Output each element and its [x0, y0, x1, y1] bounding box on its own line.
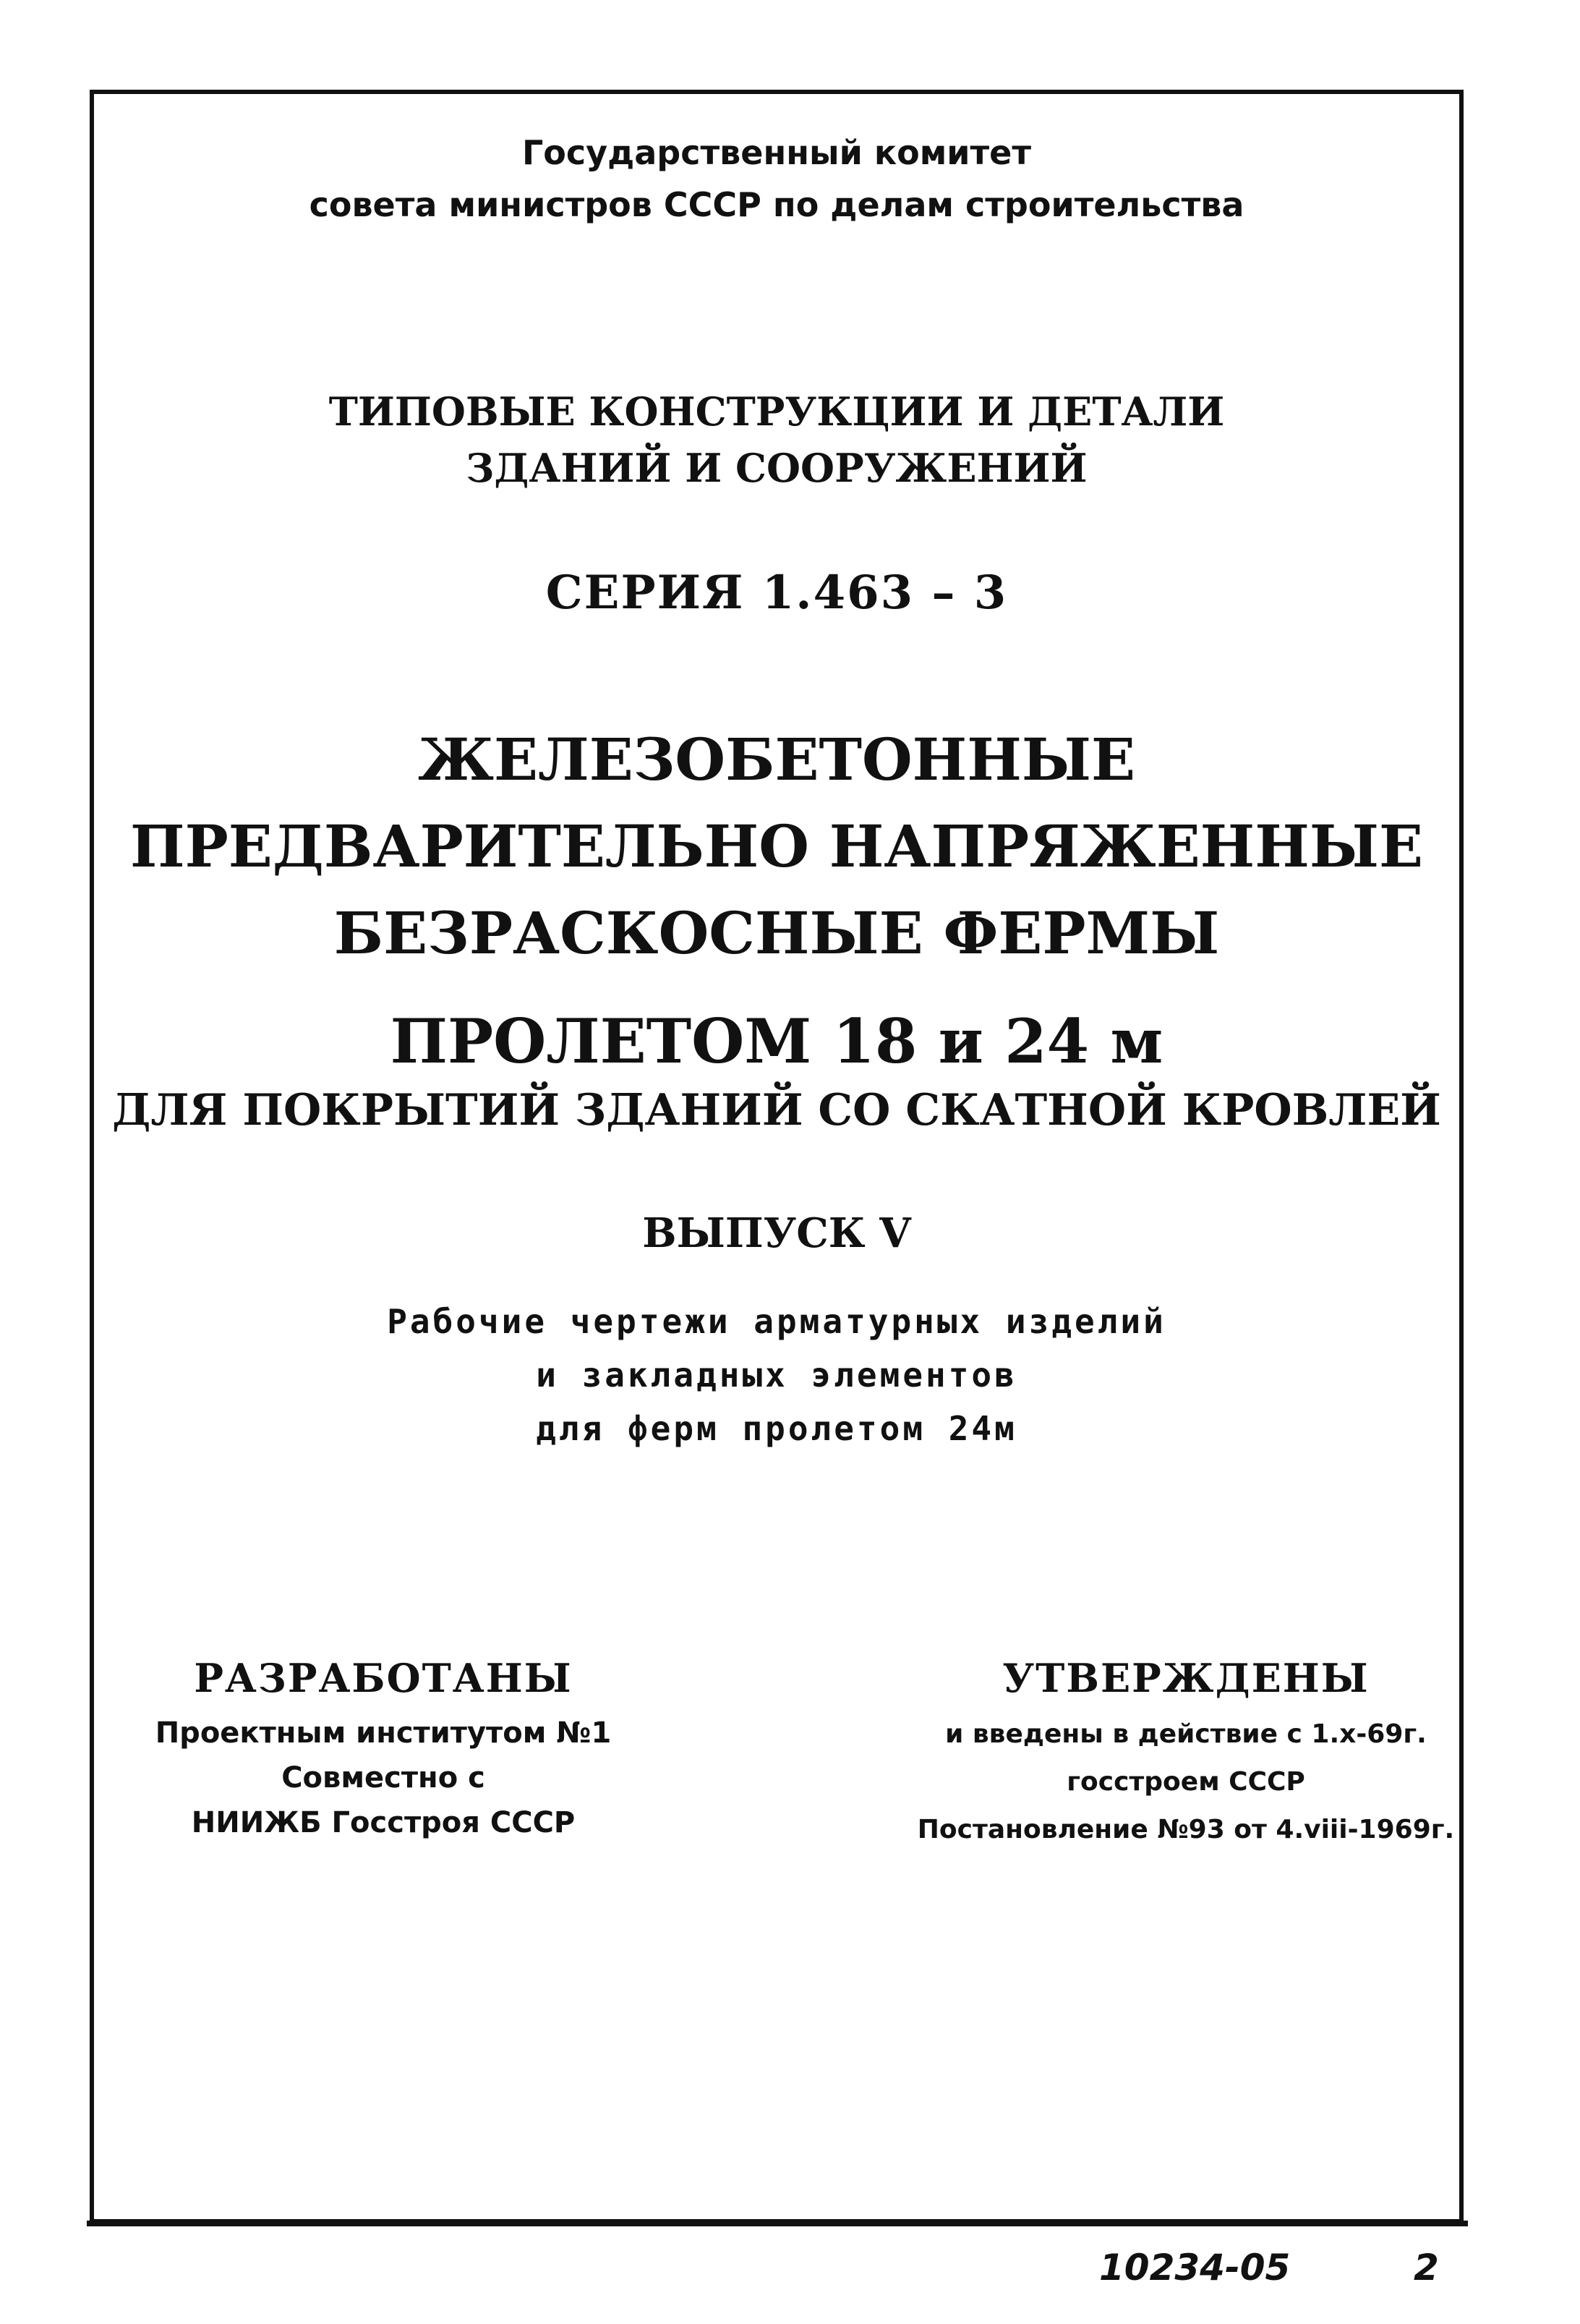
typical-constructions-heading — [90, 383, 1464, 496]
developed-line-3: НИИЖБ Госстроя СССР — [191, 1806, 576, 1839]
committee-line-2: совета министров СССР по делам строительства — [309, 185, 1244, 224]
developed-by-block — [108, 1646, 658, 1845]
page-number: 2 — [1414, 2247, 1439, 2289]
approved-line-1: и введены в действие с 1.x-69г. — [945, 1719, 1427, 1749]
issue-desc-line-1: Рабочие чертежи арматурных изделий — [387, 1302, 1166, 1341]
document-title — [90, 716, 1464, 976]
typical-line-2: ЗДАНИЙ И СООРУЖЕНИЙ — [466, 445, 1088, 491]
developed-line-1: Проектным институтом №1 — [155, 1716, 612, 1750]
issue-desc-line-2: и закладных элементов — [536, 1355, 1017, 1395]
committee-line-1: Государственный комитет — [521, 133, 1032, 172]
title-roof: ДЛЯ ПОКРЫТИЙ ЗДАНИЙ СО СКАТНОЙ КРОВЛЕЙ — [112, 1085, 1441, 1136]
issue-desc-line-3: для ферм пролетом 24м — [536, 1409, 1017, 1448]
series-number: СЕРИЯ 1.463 – 3 — [545, 566, 1008, 620]
developed-heading: РАЗРАБОТАНЫ — [194, 1655, 573, 1701]
developed-line-2: Совместно с — [281, 1761, 485, 1795]
typical-line-1: ТИПОВЫЕ КОНСТРУКЦИИ И ДЕТАЛИ — [328, 388, 1225, 435]
approved-heading: УТВЕРЖДЕНЫ — [1002, 1655, 1370, 1701]
approved-by-block — [904, 1646, 1468, 1854]
frame-bottom-rule — [87, 2221, 1468, 2226]
title-line-1: ЖЕЛЕЗОБЕТОННЫЕ — [418, 725, 1135, 793]
title-span: ПРОЛЕТОМ 18 и 24 м — [390, 1005, 1163, 1077]
title-line-2: ПРЕДВАРИТЕЛЬНО НАПРЯЖЕННЫЕ — [130, 812, 1423, 880]
title-line-3: БЕЗРАСКОСНЫЕ ФЕРМЫ — [333, 899, 1220, 967]
document-code: 10234-05 — [1099, 2247, 1291, 2289]
issue-description — [90, 1295, 1464, 1455]
approved-line-3: Постановление №93 от 4.viii-1969г. — [917, 1815, 1455, 1844]
committee-header — [90, 127, 1464, 231]
approved-line-2: госстроем СССР — [1067, 1767, 1305, 1797]
issue-number: ВЫПУСК V — [642, 1209, 911, 1257]
